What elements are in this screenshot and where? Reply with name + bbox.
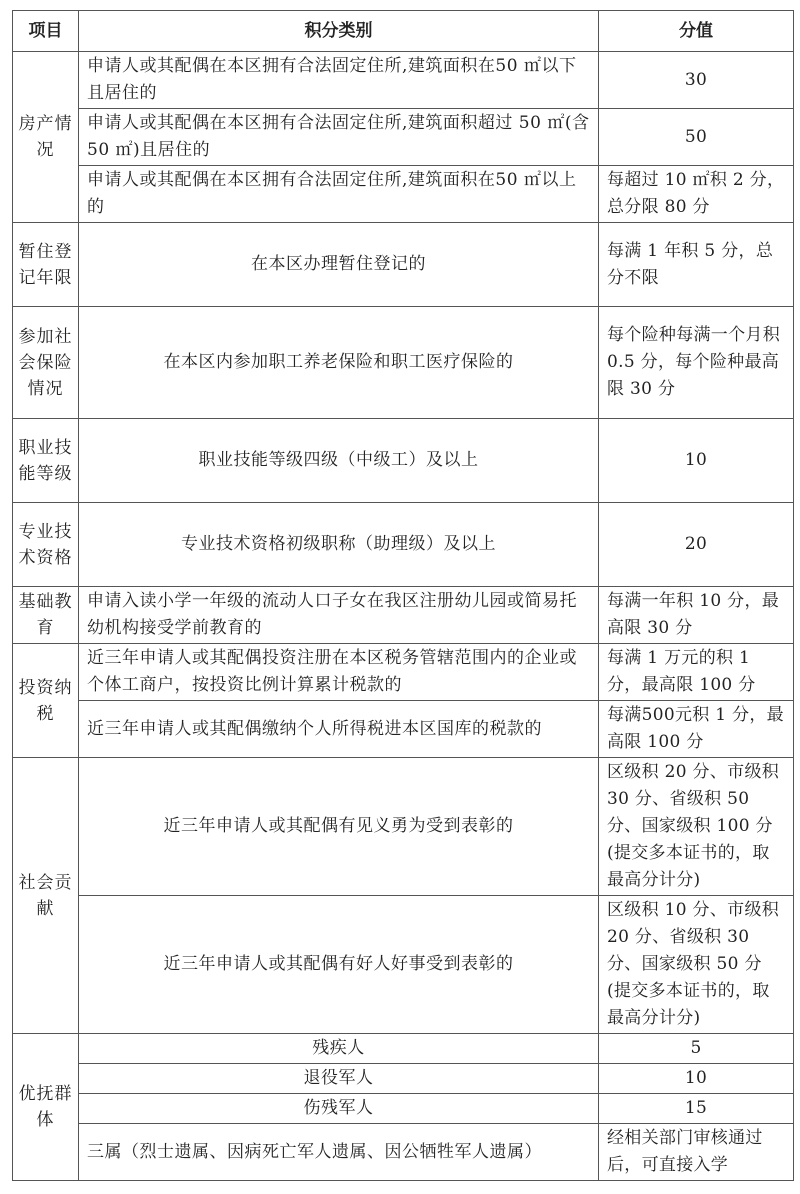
row-desc: 专业技术资格初级职称（助理级）及以上 bbox=[79, 503, 599, 587]
table-row bbox=[13, 1064, 794, 1094]
row-desc: 近三年申请人或其配偶有好人好事受到表彰的 bbox=[79, 896, 599, 1034]
row-value: 50 bbox=[599, 109, 794, 166]
row-desc: 申请人或其配偶在本区拥有合法固定住所,建筑面积超过 50 ㎡(含 50 ㎡)且居住的 bbox=[79, 109, 599, 166]
table-row bbox=[13, 1124, 794, 1181]
category-investment: 投资纳税 bbox=[13, 644, 79, 758]
table-row bbox=[13, 109, 794, 166]
row-value: 5 bbox=[599, 1034, 794, 1064]
category-residence: 暂住登记年限 bbox=[13, 223, 79, 307]
row-value: 每个险种每满一个月积 0.5 分，每个险种最高限 30 分 bbox=[599, 307, 794, 419]
table-row bbox=[13, 307, 794, 419]
table-row bbox=[13, 419, 794, 503]
row-value: 每满 1 年积 5 分，总分不限 bbox=[599, 223, 794, 307]
row-desc: 职业技能等级四级（中级工）及以上 bbox=[79, 419, 599, 503]
row-desc: 在本区办理暂住登记的 bbox=[79, 223, 599, 307]
row-desc: 近三年申请人或其配偶投资注册在本区税务管辖范围内的企业或个体工商户，按投资比例计算累计税款的 bbox=[79, 644, 599, 701]
table-row bbox=[13, 503, 794, 587]
category-professional: 专业技术资格 bbox=[13, 503, 79, 587]
table-row bbox=[13, 166, 794, 223]
category-contribution: 社会贡献 bbox=[13, 758, 79, 1034]
row-value: 15 bbox=[599, 1094, 794, 1124]
row-desc: 近三年申请人或其配偶缴纳个人所得税进本区国库的税款的 bbox=[79, 701, 599, 758]
row-value: 10 bbox=[599, 1064, 794, 1094]
row-desc: 退役军人 bbox=[79, 1064, 599, 1094]
row-value: 区级积 20 分、市级积 30 分、省级积 50 分、国家级积 100 分(提交多本证书的，取最高分计分) bbox=[599, 758, 794, 896]
table-row bbox=[13, 1034, 794, 1064]
header-item: 项目 bbox=[13, 11, 79, 52]
category-preferential: 优抚群体 bbox=[13, 1034, 79, 1181]
row-value: 每满500元积 1 分，最高限 100 分 bbox=[599, 701, 794, 758]
points-table bbox=[12, 10, 794, 1181]
header-row bbox=[13, 11, 794, 52]
row-value: 经相关部门审核通过后，可直接入学 bbox=[599, 1124, 794, 1181]
row-value: 30 bbox=[599, 52, 794, 109]
row-value: 每超过 10 ㎡积 2 分，总分限 80 分 bbox=[599, 166, 794, 223]
table-row bbox=[13, 701, 794, 758]
table-row bbox=[13, 644, 794, 701]
table-row bbox=[13, 587, 794, 644]
row-desc: 申请人或其配偶在本区拥有合法固定住所,建筑面积在50 ㎡以上的 bbox=[79, 166, 599, 223]
row-desc: 申请入读小学一年级的流动人口子女在我区注册幼儿园或简易托幼机构接受学前教育的 bbox=[79, 587, 599, 644]
table-row bbox=[13, 896, 794, 1034]
row-value: 每满 1 万元的积 1 分，最高限 100 分 bbox=[599, 644, 794, 701]
category-education: 基础教育 bbox=[13, 587, 79, 644]
row-desc: 近三年申请人或其配偶有见义勇为受到表彰的 bbox=[79, 758, 599, 896]
row-desc: 三属（烈士遗属、因病死亡军人遗属、因公牺牲军人遗属） bbox=[79, 1124, 599, 1181]
row-value: 20 bbox=[599, 503, 794, 587]
row-value: 区级积 10 分、市级积 20 分、省级积 30 分、国家级积 50 分(提交多本证书的，取最高分计分) bbox=[599, 896, 794, 1034]
table-row bbox=[13, 52, 794, 109]
header-value: 分值 bbox=[599, 11, 794, 52]
table-row bbox=[13, 1094, 794, 1124]
row-desc: 申请人或其配偶在本区拥有合法固定住所,建筑面积在50 ㎡以下且居住的 bbox=[79, 52, 599, 109]
category-insurance: 参加社会保险情况 bbox=[13, 307, 79, 419]
header-category: 积分类别 bbox=[79, 11, 599, 52]
category-housing: 房产情况 bbox=[13, 52, 79, 223]
row-desc: 在本区内参加职工养老保险和职工医疗保险的 bbox=[79, 307, 599, 419]
category-skill: 职业技能等级 bbox=[13, 419, 79, 503]
row-value: 每满一年积 10 分，最高限 30 分 bbox=[599, 587, 794, 644]
row-desc: 残疾人 bbox=[79, 1034, 599, 1064]
table-row bbox=[13, 223, 794, 307]
row-desc: 伤残军人 bbox=[79, 1094, 599, 1124]
row-value: 10 bbox=[599, 419, 794, 503]
table-row bbox=[13, 758, 794, 896]
